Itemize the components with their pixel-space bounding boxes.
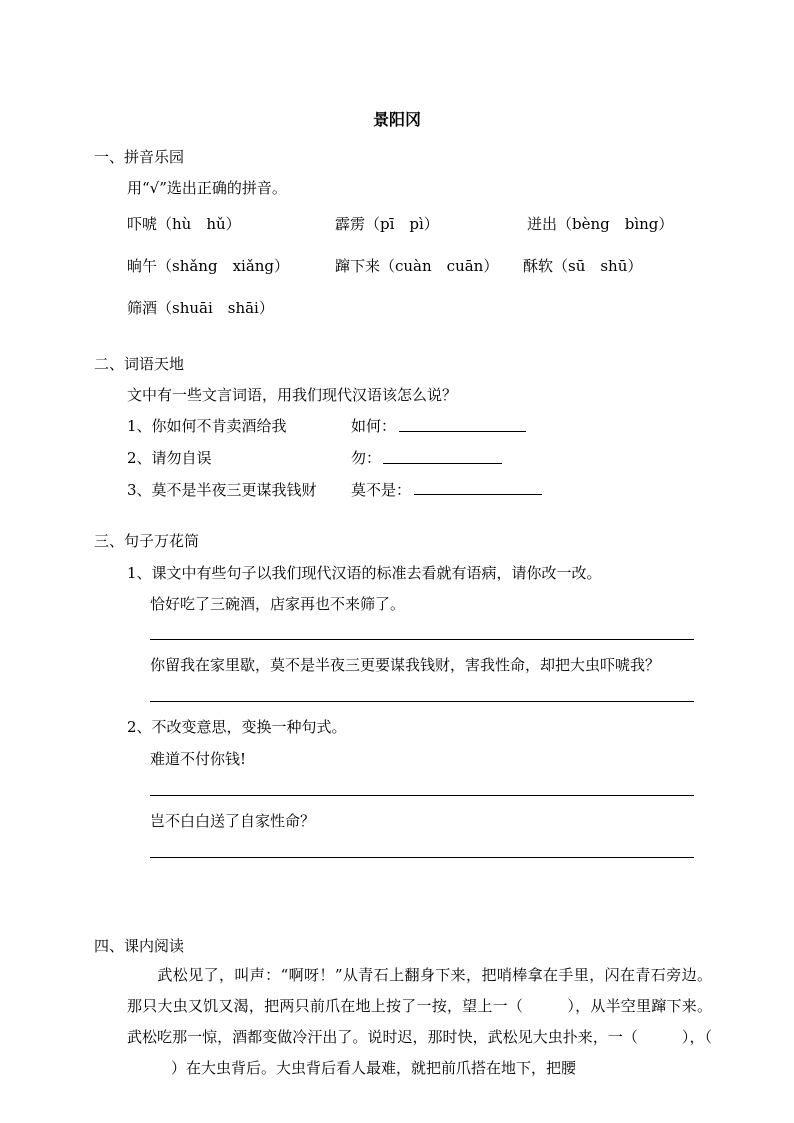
section-2-heading: 二、词语天地 [94, 355, 185, 373]
sentence: 岂不白白送了自家性命？ [150, 812, 316, 830]
sentence: 恰好吃了三碗酒，店家再也不来筛了。 [150, 595, 406, 613]
answer-line[interactable] [150, 701, 694, 702]
passage-text: ），从半空里蹿下来。武松吃那一惊，酒都变做冷汗出了。说时迟，那时快，武松见大虫扑来，一（ [127, 997, 712, 1046]
passage-text: 武松见了，叫声：“啊呀！”从青石上翻身下来，把哨棒拿在手里，闪在青石旁边。那只大虫又饥又渴，把两只前爪在地上按了一按，望上一（ [127, 966, 712, 1015]
pinyin-item: 晌午（shǎng xiǎng） [127, 257, 290, 275]
section-4-heading: 四、课内阅读 [94, 937, 185, 955]
pinyin-item: 酥软（sū shū） [523, 257, 643, 275]
pinyin-item: 吓唬（hù hǔ） [127, 215, 241, 233]
answer-blank[interactable] [383, 463, 502, 464]
question-text: 2、请勿自误 [127, 449, 212, 467]
answer-blank[interactable] [414, 494, 542, 495]
section-1-instruction: 用“√”选出正确的拼音。 [127, 179, 287, 197]
pinyin-item: 迸出（bèng bìng） [527, 215, 674, 233]
pinyin-item: 蹿下来（cuàn cuān） [335, 257, 499, 275]
answer-line[interactable] [150, 857, 694, 858]
section-3-heading: 三、句子万花筒 [94, 532, 200, 550]
answer-blank[interactable] [399, 431, 526, 432]
section-1-heading: 一、拼音乐园 [94, 148, 185, 166]
question-text: 3、莫不是半夜三更谋我钱财 [127, 481, 317, 499]
sentence: 难道不付你钱! [150, 750, 247, 768]
question-text: 1、你如何不肯卖酒给我 [127, 417, 287, 435]
sentence: 你留我在家里歇，莫不是半夜三更要谋我钱财，害我性命，却把大虫吓唬我？ [150, 656, 661, 674]
answer-label: 莫不是： [351, 481, 412, 499]
pinyin-item: 霹雳（pī pì） [335, 215, 439, 233]
answer-line[interactable] [150, 795, 694, 796]
page-title: 景阳冈 [372, 110, 421, 129]
answer-label: 如何： [351, 417, 397, 435]
section-2-instruction: 文中有一些文言词语，用我们现代汉语该怎么说？ [127, 386, 458, 404]
question-2: 2、不改变意思，变换一种句式。 [127, 718, 347, 736]
answer-line[interactable] [150, 639, 694, 640]
answer-label: 勿： [351, 449, 382, 467]
passage-text: ）在大虫背后。大虫背后看人最难，就把前爪搭在地下，把腰 [171, 1059, 577, 1077]
question-1: 1、课文中有些句子以我们现代汉语的标准去看就有语病，请你改一改。 [127, 564, 602, 582]
pinyin-item: 筛酒（shuāi shāi） [127, 299, 274, 317]
reading-passage [127, 960, 712, 1084]
passage-text: ），（ [681, 1028, 712, 1046]
